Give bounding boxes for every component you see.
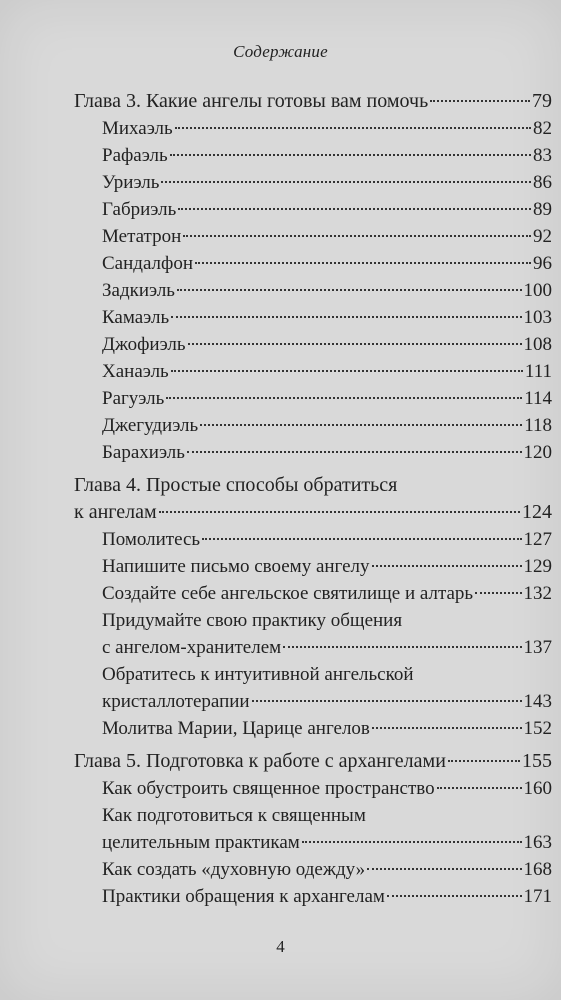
dot-leader xyxy=(159,511,520,513)
dot-leader xyxy=(188,343,522,345)
page-ref: 83 xyxy=(533,145,552,166)
dot-leader xyxy=(195,262,531,264)
page-ref: 132 xyxy=(523,583,552,604)
page-ref: 152 xyxy=(523,718,552,739)
page-ref: 103 xyxy=(523,307,552,328)
section-title: Практики обращения к архангелам xyxy=(102,886,385,907)
toc-chapter-entry[interactable] xyxy=(74,88,552,115)
section-title: Метатрон xyxy=(102,226,182,247)
toc-chapter-entry[interactable] xyxy=(74,499,552,526)
section-title: Создайте себе ангельское святилище и алтарь xyxy=(102,583,474,604)
dot-leader xyxy=(170,154,531,156)
page-ref: 86 xyxy=(533,172,552,193)
section-title: Джегудиэль xyxy=(102,415,199,436)
page-ref: 143 xyxy=(523,691,552,712)
chapter-title: к ангелам xyxy=(74,501,157,523)
page-number: 4 xyxy=(276,937,285,956)
section-title: Молитва Марии, Царице ангелов xyxy=(102,718,370,739)
dot-leader xyxy=(283,646,521,648)
page-ref: 79 xyxy=(532,90,552,112)
section-title: Рагуэль xyxy=(102,388,165,409)
page-ref: 114 xyxy=(524,388,552,409)
dot-leader xyxy=(166,397,522,399)
toc-section-entry[interactable] xyxy=(74,196,552,223)
page-ref: 120 xyxy=(523,442,552,463)
dot-leader xyxy=(252,700,522,702)
section-title-line[interactable]: Как подготовиться к священным xyxy=(102,805,366,826)
chapter-4 xyxy=(74,472,552,742)
toc-section-entry[interactable] xyxy=(74,856,552,883)
dot-leader xyxy=(161,181,531,183)
toc-section-entry[interactable] xyxy=(74,142,552,169)
dot-leader xyxy=(387,895,522,897)
page-ref: 96 xyxy=(533,253,552,274)
toc-section-entry[interactable] xyxy=(74,412,552,439)
dot-leader xyxy=(437,787,522,789)
section-title: Михаэль xyxy=(102,118,173,139)
dot-leader xyxy=(372,565,522,567)
page-ref: 100 xyxy=(523,280,552,301)
dot-leader xyxy=(302,841,522,843)
toc-section-entry[interactable] xyxy=(74,277,552,304)
page-ref: 155 xyxy=(522,750,552,772)
section-title: целительным практикам xyxy=(102,832,300,853)
page-ref: 163 xyxy=(523,832,552,853)
page-ref: 89 xyxy=(533,199,552,220)
chapter-title: Глава 5. Подготовка к работе с архангелами xyxy=(74,750,446,772)
section-title: Барахиэль xyxy=(102,442,185,463)
dot-leader xyxy=(171,316,521,318)
page-ref: 92 xyxy=(533,226,552,247)
page-ref: 82 xyxy=(533,118,552,139)
toc-section-entry[interactable] xyxy=(74,169,552,196)
toc-section-entry[interactable] xyxy=(74,553,552,580)
toc-section-entry[interactable] xyxy=(74,883,552,910)
dot-leader xyxy=(187,451,522,453)
section-title: с ангелом-хранителем xyxy=(102,637,282,658)
section-title: Сандалфон xyxy=(102,253,194,274)
toc-section-entry[interactable] xyxy=(74,634,552,661)
chapter-3 xyxy=(74,88,552,466)
section-title: Помолитесь xyxy=(102,529,201,550)
toc-section-entry[interactable] xyxy=(74,223,552,250)
page-ref: 171 xyxy=(523,886,552,907)
dot-leader xyxy=(475,592,521,594)
toc-section-entry[interactable] xyxy=(74,715,552,742)
section-title: Камаэль xyxy=(102,307,170,328)
toc-section-entry[interactable] xyxy=(74,688,552,715)
toc-chapter-entry[interactable] xyxy=(74,748,552,775)
toc-section-entry[interactable] xyxy=(74,385,552,412)
toc-section-entry[interactable] xyxy=(74,526,552,553)
section-title: Габриэль xyxy=(102,199,177,220)
page-ref: 137 xyxy=(523,637,552,658)
page-ref: 124 xyxy=(522,501,552,523)
page-ref: 129 xyxy=(523,556,552,577)
section-title: Уриэль xyxy=(102,172,160,193)
section-title: Задкиэль xyxy=(102,280,175,301)
toc-section-entry[interactable] xyxy=(74,358,552,385)
dot-leader xyxy=(177,289,522,291)
dot-leader xyxy=(175,127,531,129)
section-title: Как создать «духовную одежду» xyxy=(102,859,366,880)
section-title: кристаллотерапии xyxy=(102,691,250,712)
toc-section-entry[interactable] xyxy=(74,439,552,466)
page-ref: 160 xyxy=(523,778,552,799)
dot-leader xyxy=(202,538,521,540)
toc-section-entry[interactable] xyxy=(74,115,552,142)
dot-leader xyxy=(178,208,531,210)
section-title: Рафаэль xyxy=(102,145,168,166)
toc-section-entry[interactable] xyxy=(74,580,552,607)
chapter-5 xyxy=(74,748,552,910)
section-title-line[interactable]: Придумайте свою практику общения xyxy=(102,610,403,631)
dot-leader xyxy=(372,727,522,729)
table-of-contents xyxy=(74,88,552,916)
running-head: Содержание xyxy=(233,42,328,61)
section-title: Ханаэль xyxy=(102,361,169,382)
toc-section-entry[interactable] xyxy=(74,331,552,358)
chapter-title-line[interactable]: Глава 4. Простые способы обратиться xyxy=(74,474,398,496)
chapter-title: Глава 3. Какие ангелы готовы вам помочь xyxy=(74,90,429,112)
section-title-line[interactable]: Обратитесь к интуитивной ангельской xyxy=(102,664,414,685)
dot-leader xyxy=(171,370,523,372)
section-title: Как обустроить священное пространство xyxy=(102,778,435,799)
dot-leader xyxy=(200,424,522,426)
page-ref: 118 xyxy=(524,415,552,436)
page-ref: 127 xyxy=(523,529,552,550)
dot-leader xyxy=(430,100,530,102)
toc-section-entry[interactable] xyxy=(74,829,552,856)
dot-leader xyxy=(367,868,521,870)
toc-section-entry[interactable] xyxy=(74,250,552,277)
dot-leader xyxy=(183,235,531,237)
page-ref: 168 xyxy=(523,859,552,880)
page-ref: 108 xyxy=(523,334,552,355)
page-ref: 111 xyxy=(524,361,552,382)
section-title: Джофиэль xyxy=(102,334,186,355)
section-title: Напишите письмо своему ангелу xyxy=(102,556,370,577)
dot-leader xyxy=(448,760,520,762)
toc-section-entry[interactable] xyxy=(74,775,552,802)
toc-section-entry[interactable] xyxy=(74,304,552,331)
